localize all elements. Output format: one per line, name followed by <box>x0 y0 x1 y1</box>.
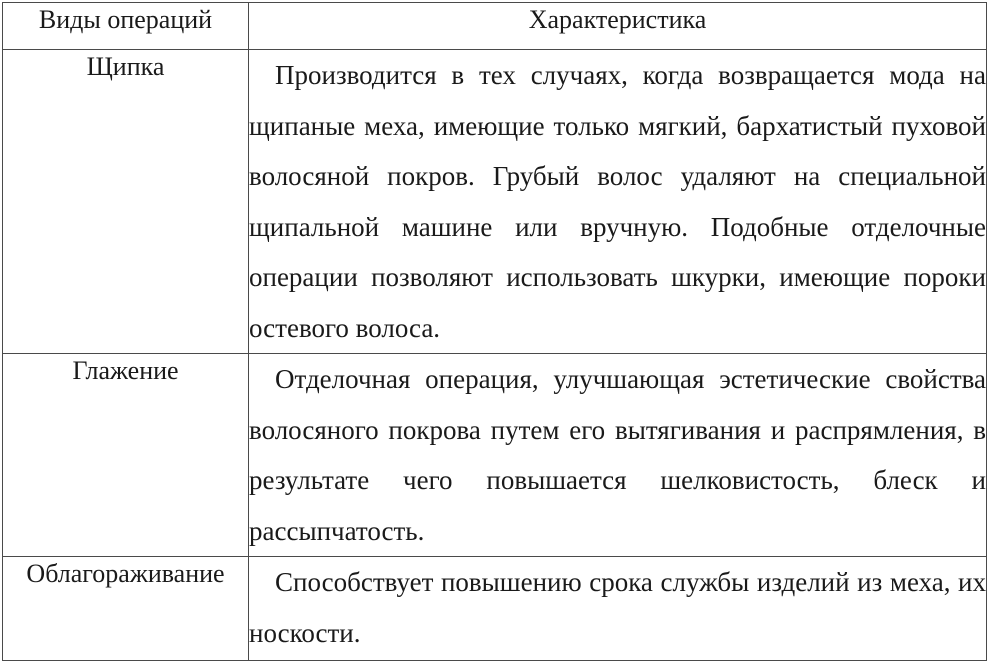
table-row <box>3 354 987 557</box>
operation-description-cell <box>249 354 987 557</box>
operations-table <box>2 2 987 661</box>
operation-description: Производится в тех случаях, когда возвращается мода на щипаные меха, имеющие только мягкий, бархатистый пуховой волосяной покров. Грубый волос удаляют на специальной щипальной машине или вручную. Подобные отделочные операции позволяют использовать шкурки, имеющие пороки остевого волоса. <box>249 60 986 343</box>
header-characteristic: Характеристика <box>249 3 987 50</box>
header-operation-types: Виды операций <box>3 3 249 50</box>
operation-description: Способствует повышению срока службы изделий из меха, их носкости. <box>249 567 986 648</box>
operation-description: Отделочная операция, улучшающая эстетические свойства волосяного покрова путем его вытягивания и распрямления, в результате чего повышается шелковистость, блеск и рассыпчатость. <box>249 364 986 546</box>
table-row <box>3 557 987 661</box>
operation-name: Щипка <box>3 50 249 354</box>
table-row <box>3 50 987 354</box>
operation-description-cell <box>249 50 987 354</box>
table-header-row <box>3 3 987 50</box>
operation-name: Облагораживание <box>3 557 249 661</box>
operation-name: Глажение <box>3 354 249 557</box>
operation-description-cell <box>249 557 987 661</box>
